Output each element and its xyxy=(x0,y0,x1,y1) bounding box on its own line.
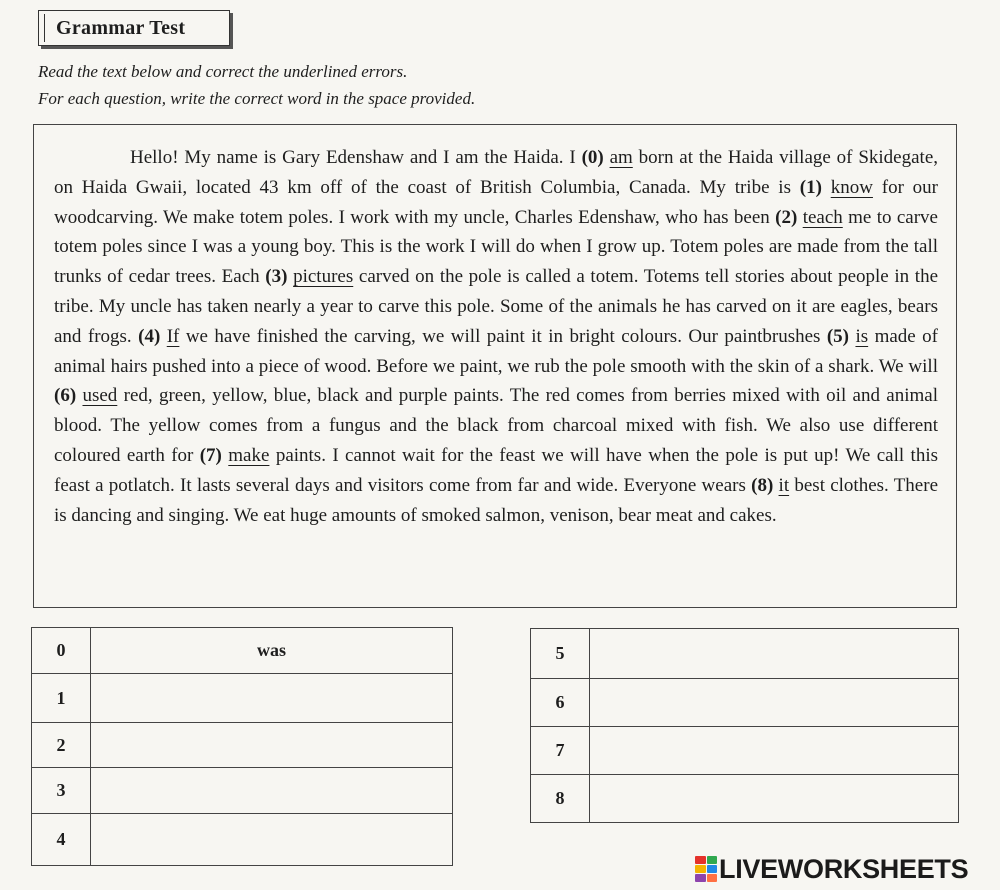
underlined-error: is xyxy=(855,325,869,347)
answer-number: 1 xyxy=(32,674,91,723)
answer-number: 0 xyxy=(32,628,91,674)
question-number: (1) xyxy=(799,176,822,198)
answer-field[interactable] xyxy=(91,768,453,814)
answer-row xyxy=(32,628,453,674)
underlined-error: make xyxy=(228,444,270,466)
answer-table-right xyxy=(530,628,959,823)
question-number: (4) xyxy=(138,325,161,347)
logo-text: LIVEWORKSHEETS xyxy=(719,853,969,884)
answer-row xyxy=(531,727,959,775)
logo-tile xyxy=(707,874,718,882)
answer-number: 7 xyxy=(531,727,590,775)
question-number: (0) xyxy=(581,147,604,168)
underlined-error: teach xyxy=(802,206,843,228)
instruction-line-1: Read the text below and correct the underlined errors. xyxy=(38,62,408,81)
passage-text xyxy=(54,143,938,530)
passage-run: red, green, yellow, blue, black and purple paints. The red comes from berries mixed with oil and animal blood. The yellow comes from a fungus and the black from charcoal mixed with fish. We also use different coloured earth for xyxy=(54,385,939,466)
passage-run: Hello! My name is Gary Edenshaw and I am the Haida. I xyxy=(130,147,582,168)
answer-field[interactable] xyxy=(91,723,453,768)
underlined-error: pictures xyxy=(293,266,354,288)
passage-run: best clothes. There is dancing and singing. We eat huge amounts of smoked salmon, venison, bear meat and cakes. xyxy=(54,474,939,526)
underlined-error: used xyxy=(82,385,118,407)
underlined-error: am xyxy=(609,147,633,168)
logo-tile xyxy=(695,865,706,873)
answer-row xyxy=(531,629,959,679)
passage-run: we have finished the carving, we will paint it in bright colours. Our paintbrushes xyxy=(179,325,827,347)
answer-table-left xyxy=(31,627,453,866)
logo-tile xyxy=(695,856,706,864)
question-number: (8) xyxy=(751,474,774,496)
answer-field[interactable] xyxy=(590,727,959,775)
answer-row xyxy=(32,674,453,723)
passage-run: paints. I cannot wait for the feast we will have when the pole is put up! We call this feast a potlatch. It lasts several days and visitors come from far and wide. Everyone wears xyxy=(54,444,938,496)
question-number: (3) xyxy=(265,266,288,288)
answer-row xyxy=(531,679,959,727)
answer-number: 6 xyxy=(531,679,590,727)
question-number: (6) xyxy=(54,385,77,407)
answer-field[interactable] xyxy=(91,674,453,723)
question-number: (5) xyxy=(826,325,850,347)
underlined-error: it xyxy=(778,474,790,496)
liveworksheets-icon xyxy=(695,856,717,882)
question-number: (7) xyxy=(199,444,222,466)
answer-row xyxy=(32,723,453,768)
passage-run: made of animal hairs pushed into a piece of wood. Before we paint, we rub the pole smooth with the skin of a shark. We will xyxy=(54,325,939,377)
page-title: Grammar Test xyxy=(56,17,186,39)
passage-run xyxy=(822,177,831,198)
question-number: (2) xyxy=(775,206,798,228)
instruction-line-2: For each question, write the correct word in the space provided. xyxy=(38,89,476,108)
answer-field[interactable] xyxy=(91,814,453,866)
underlined-error: know xyxy=(830,176,873,198)
answer-number: 4 xyxy=(32,814,91,866)
answer-number: 2 xyxy=(32,723,91,768)
answer-number: 8 xyxy=(531,775,590,823)
logo-tile xyxy=(707,865,718,873)
logo-tile xyxy=(707,856,718,864)
logo-tile xyxy=(695,874,706,882)
passage-run: for our woodcarving. We make totem poles. I work with my uncle, Charles Edenshaw, who has been xyxy=(54,176,939,228)
answer-row xyxy=(531,775,959,823)
answer-field[interactable]: was xyxy=(91,628,453,674)
answer-field[interactable] xyxy=(590,679,959,727)
answer-field[interactable] xyxy=(590,629,959,679)
passage-run: carved on the pole is called a totem. Totems tell stories about people in the tribe. My uncle has taken nearly a year to carve this pole. Some of the animals he has carved on it are eagles, bears and frogs. xyxy=(54,266,939,347)
passage-run: me to carve totem poles since I was a young boy. This is the work I will do when I grow up. Totem poles are made from the tall trunks of cedar trees. Each xyxy=(54,206,938,288)
passage-box xyxy=(33,124,957,608)
answer-row xyxy=(32,814,453,866)
answer-number: 5 xyxy=(531,629,590,679)
answer-number: 3 xyxy=(32,768,91,814)
underlined-error: If xyxy=(166,325,180,347)
answer-row xyxy=(32,768,453,814)
liveworksheets-logo[interactable] xyxy=(695,852,968,886)
answer-field[interactable] xyxy=(590,775,959,823)
passage-run: born at the Haida village of Skidegate, on Haida Gwaii, located 43 km off of the coast of British Columbia, Canada. My tribe is xyxy=(54,147,938,198)
